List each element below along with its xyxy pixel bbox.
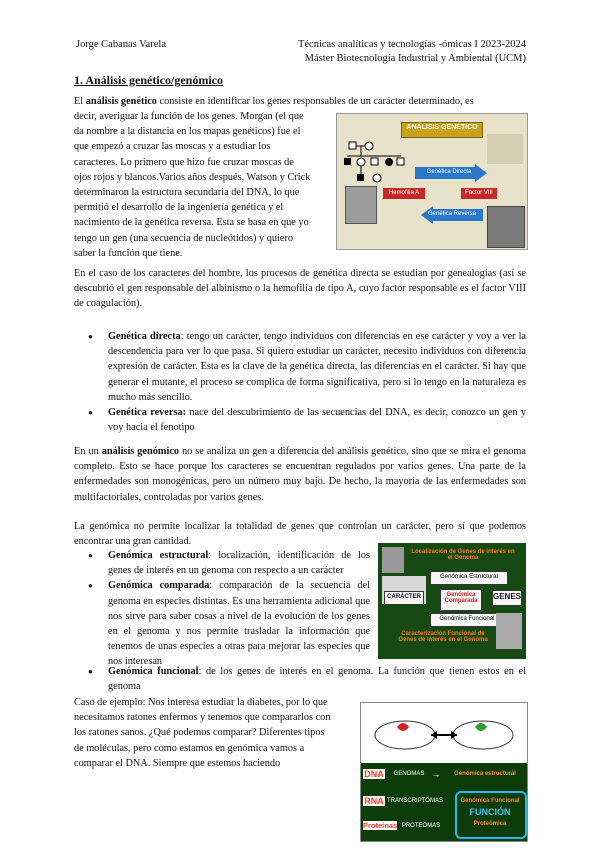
mice-drawing [367,709,521,761]
list-item: ● Genómica estructural: localización, identificación de los genes de interés en un genoma con respecto a un carácter [88,548,370,578]
figure-genomica [378,543,526,659]
fig3-dna: DNA [364,769,384,779]
paragraph-genomica: La genómica no permite localizar la totalidad de genes que controlan un carácter, pero sí que podemos encontrar una gran cantidad. [74,521,526,548]
fig3-estructural: Genómica estructural [454,771,516,777]
paragraph-analisis-genomico: En un análisis genómico no se analiza un gen a diferencia del análisis genético, sino que se mira el genoma completo. Esto se hace porque los caracteres se encuentran regulados por varios genes. Una parte de la enfermedades son monogénicas, pero un número muy bajo. De hecho, la mayoría de las enfermedades son multifactoriales, controladas por varios genes. [74,446,526,503]
fig2-top: Localización de Genes de interés en el Genoma [411,549,515,561]
fig2-comparada: Genómica Comparada [444,592,478,604]
pedigree-chart [341,138,421,186]
figure-analisis-genetico [336,113,528,250]
figure-omicas: DNA GENOMAS → Genómica estructural RNA TRANSCRIPTOMAS Genómica Funcional FUNCIÓN Proteínas PROTEOMAS Proteómica [360,702,528,842]
fig3-proteomas: PROTEOMAS [401,823,441,829]
list-item: ● Genética directa: tengo un carácter, tengo individuos con diferencias en ese carácter y voy a ver la descendencia para ver lo que pasa. Si quiero estudiar un carácter, necesito individuos con diferencia expresión de carácter. Esta es la clave de la genética directa, las diferencias en el carácter. Si hay que generar el mutante, el proceso se complica de forma significativa, pero si lo tengo en la naturaleza es mucho más sencillo. [88,329,526,405]
program-name: Máster Biotecnología Industrial y Ambiental (UCM) [304,53,526,64]
course-title: Técnicas analíticas y tecnologías -ómicas I 2023-2024 [297,39,526,50]
list-item: ● Genética reversa: nace del descubrimiento de las secuencias del DNA, es decir, conozco un gen y voy hacia el fenotipo [88,405,526,435]
fig3-proteinas: Proteínas [363,821,398,830]
fig1-directa: Genética Directa [426,169,472,175]
fig2-caracter: CARÁCTER [387,594,421,600]
portrait-photo [345,186,377,224]
paragraph-analisis-genetico: El análisis genético consiste en identificar los genes responsables de un carácter determinado, es [74,96,474,107]
fig3-funcion: FUNCIÓN [469,807,511,817]
bullet-list-genomica [88,548,370,670]
fig3-proteomica: Proteómica [473,821,507,827]
fig1-reversa: Genética Reversa [427,211,477,217]
list-item: ● Genómica comparada: comparación de la secuencia del genoma en especies distintas. Es una herramienta adicional que nos sirve para saber cosas a nivel de la evolución de los genes en el genoma y nos permite trasladar la información que tenemos de unas especies a otras para mejorar las especies que nos interesan [88,578,370,669]
fig3-rna: RNA [364,796,384,806]
fig2-estructural: Genómica Estructural [440,574,498,580]
fig3-genomica-funcional: Genómica Funcional [460,798,520,804]
fig2-bottom: Caracterización Funcional de Genes de interés en el Genoma [398,631,488,643]
list-item: ● Genómica funcional: de los genes de interés en el genoma. La función que tienen estos en el genoma [88,664,526,694]
fig2-funcional: Genómica Funcional [439,616,495,622]
bullet-list-genetica [88,329,526,435]
paragraph-caracteres-hombre: En el caso de los caracteres del hombre, los procesos de genética directa se estudian por genealogías (así se descubrió el gen responsable del albinismo o la hemofilia de tipo A, cuyo factor responsable es el factor VIII de coagulación). [74,268,526,310]
portrait-photo-2 [496,613,522,649]
fig3-genomas: GENOMAS [393,771,425,777]
fig1-factor: Factor VIII [465,190,493,196]
portrait-photo [382,547,404,573]
fig2-genes: GENES [492,592,521,601]
fig1-title: ANÁLISIS GENÉTICO [406,124,478,131]
portrait-photo-2 [487,206,525,248]
fig1-hemofilia: Hemofilia A [388,190,420,196]
bullet-list-funcional [88,664,526,694]
fig3-transcriptomas: TRANSCRIPTOMAS [387,798,443,804]
section-title: 1. Análisis genético/genómico [74,73,223,87]
paragraph-analisis-genetico-cont: decir, averiguar la función de los genes. Morgan (el que da nombre a la distancia en los mapas genéticos) fue el que empezó a cruzar las moscas y a estudiar los caracteres. Lo primero que hizo fue cruzar moscas de ojos rojos y blancos.Varios años después, Watson y Crick determinaron la estructura secundaria del DNA, lo que permitió el desarrollo de la ingeniería genética y el nacimiento de la genética reversa. Esta se basa en que yo tengo un gen (una secuencia de nucleótidos) y quiero saber la función que tiene. [74,111,311,259]
author-name: Jorge Cabanas Varela [76,39,166,50]
paragraph-caso-ejemplo: Caso de ejemplo: Nos interesa estudiar la diabetes, por lo que necesitamos ratones enfermos y tenemos que compararlos con los ratones sanos. ¿Qué podemos comparar? Diferentes tipos de moléculas, pero como estamos en genómica vamos a comparar el DNA. Siempre que estemos haciendo [74,697,331,769]
